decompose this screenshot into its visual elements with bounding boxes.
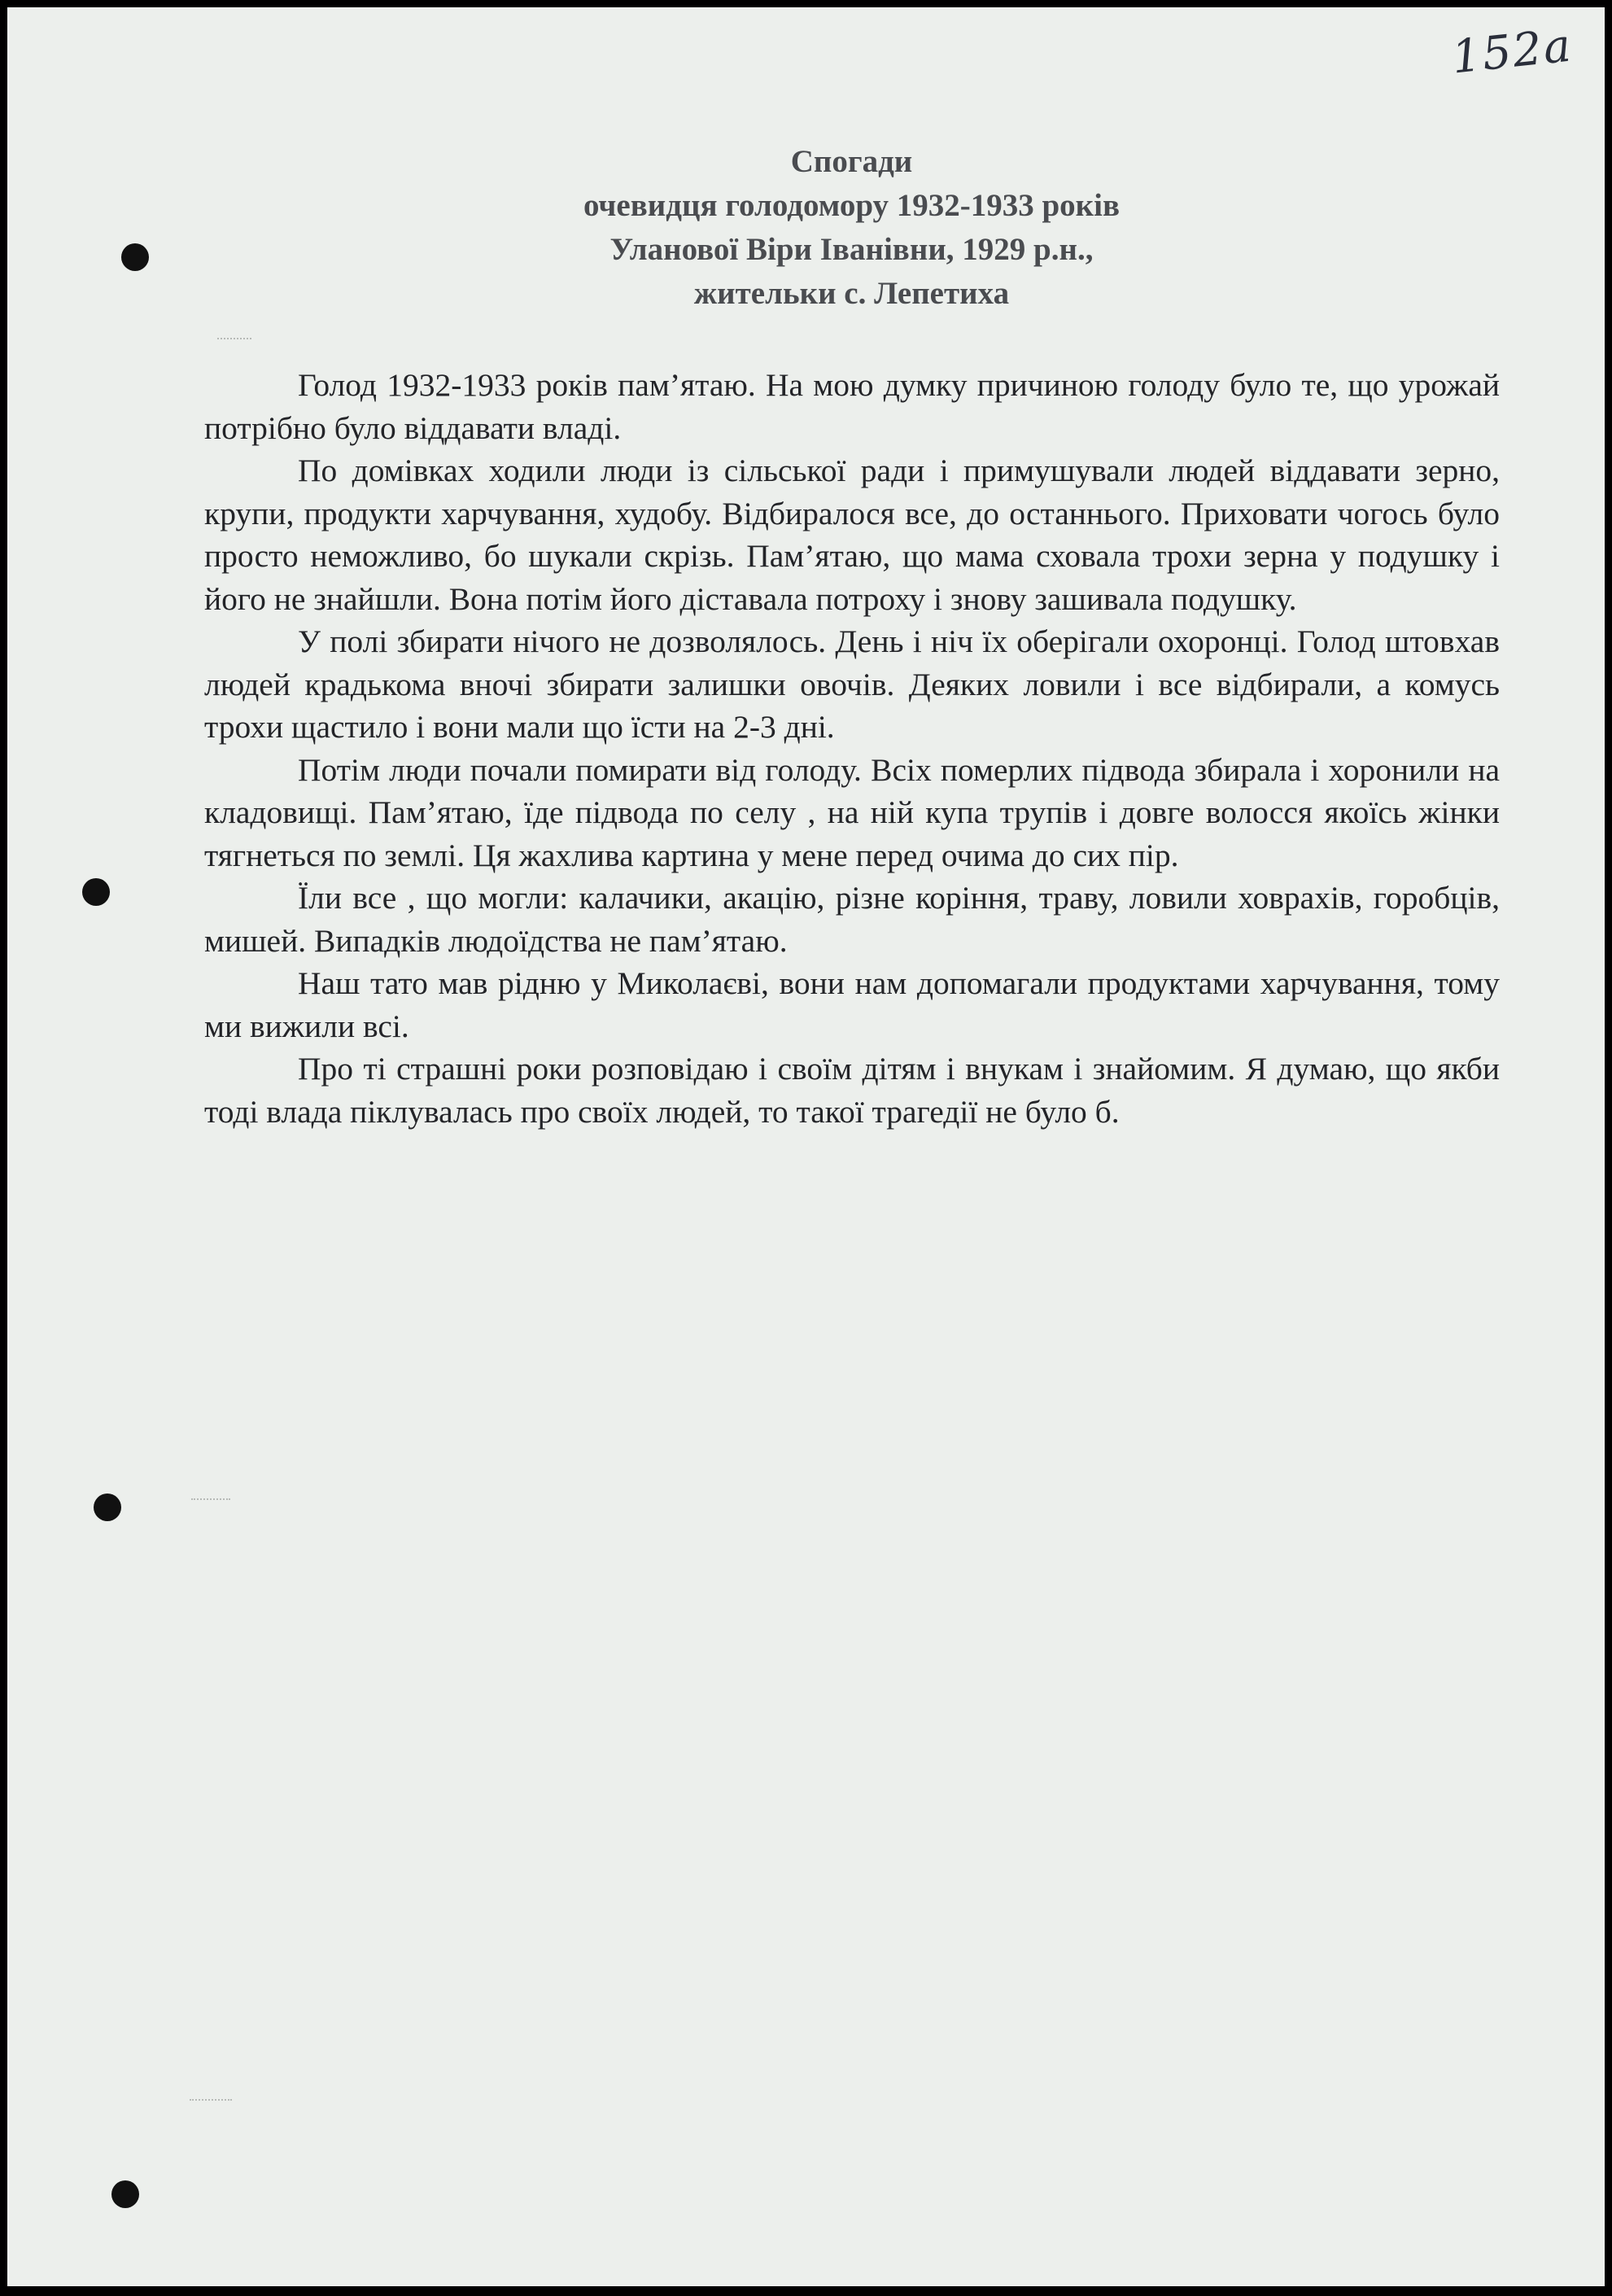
paragraph: Їли все , що могли: калачики, акацію, різне коріння, траву, ловили ховрахів, горобців, мишей. Випадків людоїдства не пам’ятаю. <box>204 880 1500 959</box>
paper-mark <box>217 338 251 339</box>
document-body <box>204 364 1500 1133</box>
title-residence: жительки с. Лепетиха <box>693 276 1010 311</box>
title-person: Уланової Віри Іванівни, 1929 р.н., <box>609 232 1094 267</box>
punch-hole <box>94 1493 121 1521</box>
paper-mark <box>191 1498 230 1500</box>
title-heading: Спогади <box>790 144 913 179</box>
paper-mark <box>190 2099 232 2101</box>
punch-hole <box>111 2180 139 2208</box>
document-page <box>7 7 1605 2286</box>
paragraph: Про ті страшні роки розповідаю і своїм дітям і внукам і знайомим. Я думаю, що якби тоді влада піклувалась про своїх людей, то такої трагедії не було б. <box>204 1051 1500 1130</box>
punch-hole <box>82 878 110 906</box>
archive-number: 152a <box>1449 19 1575 85</box>
paragraph: По домівках ходили люди із сільської ради і примушували людей віддавати зерно, крупи, продукти харчування, худобу. Відбиралося все, до останнього. Приховати чогось було просто неможливо, бо шукали скрізь. Пам’ятаю, що мама сховала трохи зерна у подушку і його не знайшли. Вона потім його діставала потроху і знову зашивала подушку. <box>204 453 1500 617</box>
paragraph: Потім люди почали помирати від голоду. Всіх померлих підвода збирала і хоронили на кладовищі. Пам’ятаю, їде підвода по селу , на ній купа трупів і довге волосся якоїсь жінки тягнеться по землі. Ця жахлива картина у мене перед очима до сих пір. <box>204 751 1500 873</box>
paragraph: Наш тато мав рідню у Миколаєві, вони нам допомагали продуктами харчування, тому ми вижили всі. <box>204 965 1500 1044</box>
paragraph: Голод 1932-1933 років пам’ятаю. На мою думку причиною голоду було те, що урожай потрібно було віддавати владі. <box>204 367 1500 446</box>
paragraph: У полі збирати нічого не дозволялось. День і ніч їх оберігали охоронці. Голод штовхав людей крадькома вночі збирати залишки овочів. Деяких ловили і все відбирали, а комусь трохи щастило і вони мали що їсти на 2-3 дні. <box>204 623 1500 745</box>
title-subject: очевидця голодомору 1932-1933 років <box>583 188 1121 223</box>
document-title <box>7 140 1605 316</box>
